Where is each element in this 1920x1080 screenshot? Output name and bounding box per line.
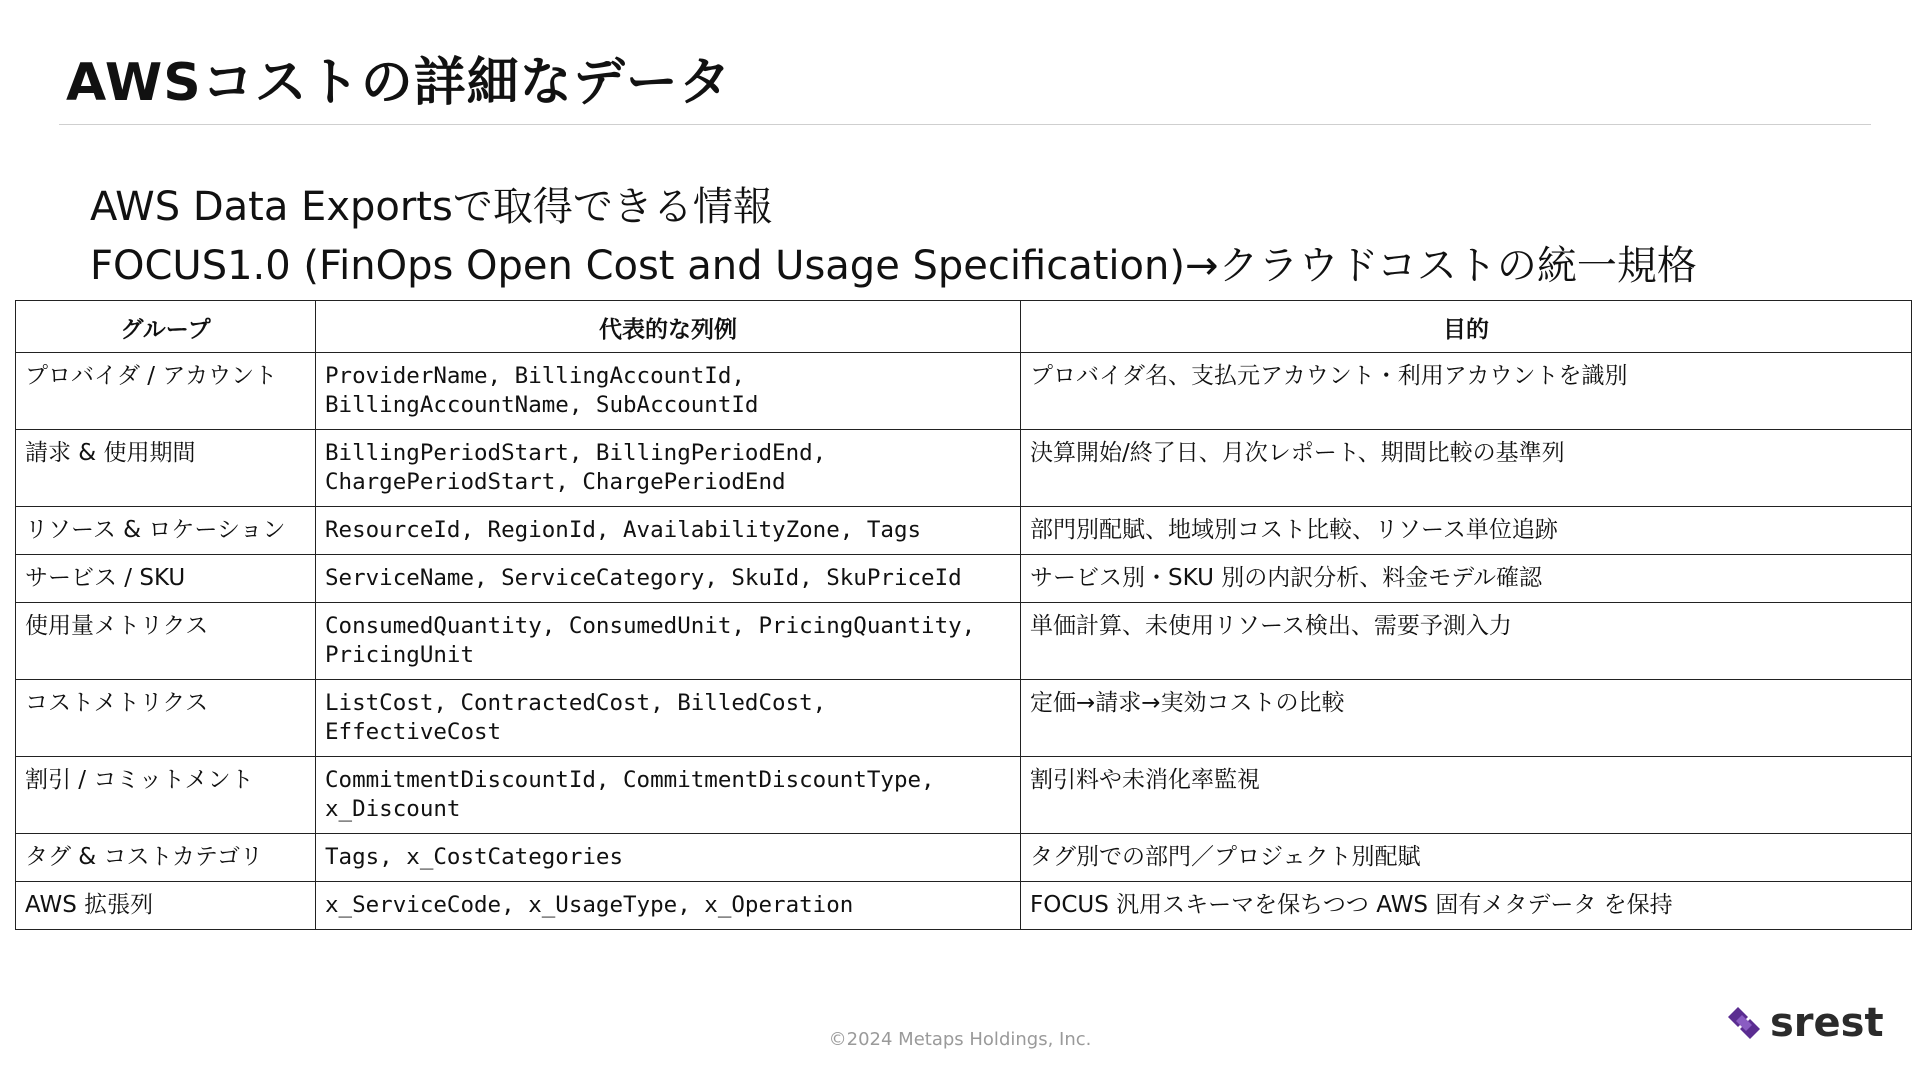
- cell-group: 使用量メトリクス: [16, 603, 316, 680]
- slide-title: AWSコストの詳細なデータ: [66, 53, 732, 113]
- cell-group: タグ & コストカテゴリ: [16, 834, 316, 882]
- cell-group: リソース & ロケーション: [16, 507, 316, 555]
- srest-logo-icon: [1722, 1001, 1766, 1045]
- focus-columns-table: [15, 300, 1912, 930]
- cell-columns: Tags, x_CostCategories: [316, 834, 1021, 882]
- cell-columns: ProviderName, BillingAccountId, BillingAccountName, SubAccountId: [316, 353, 1021, 430]
- footer-copyright: ©2024 Metaps Holdings, Inc.: [828, 1029, 1092, 1050]
- cell-purpose: FOCUS 汎用スキーマを保ちつつ AWS 固有メタデータ を保持: [1021, 882, 1912, 930]
- cell-group: コストメトリクス: [16, 680, 316, 757]
- cell-group: 割引 / コミットメント: [16, 757, 316, 834]
- cell-group: AWS 拡張列: [16, 882, 316, 930]
- header-columns: 代表的な列例: [316, 301, 1021, 353]
- cell-columns: x_ServiceCode, x_UsageType, x_Operation: [316, 882, 1021, 930]
- cell-purpose: 単価計算、未使用リソース検出、需要予測入力: [1021, 603, 1912, 680]
- brand-logo: [1722, 999, 1884, 1047]
- subtitle-line-1: AWS Data Exportsで取得できる情報: [90, 184, 773, 230]
- cell-purpose: サービス別・SKU 別の内訳分析、料金モデル確認: [1021, 555, 1912, 603]
- cell-purpose: 部門別配賦、地域別コスト比較、リソース単位追跡: [1021, 507, 1912, 555]
- table-row: [16, 757, 1912, 834]
- cell-purpose: 定価→請求→実効コストの比較: [1021, 680, 1912, 757]
- table-row: [16, 555, 1912, 603]
- subtitle-line-2: FOCUS1.0 (FinOps Open Cost and Usage Specification)→クラウドコストの統一規格: [90, 243, 1697, 289]
- cell-columns: ConsumedQuantity, ConsumedUnit, PricingQuantity, PricingUnit: [316, 603, 1021, 680]
- table-row: [16, 882, 1912, 930]
- cell-group: 請求 & 使用期間: [16, 430, 316, 507]
- table-row: [16, 603, 1912, 680]
- cell-purpose: プロバイダ名、支払元アカウント・利用アカウントを識別: [1021, 353, 1912, 430]
- cell-group: プロバイダ / アカウント: [16, 353, 316, 430]
- title-divider: [59, 124, 1871, 125]
- cell-purpose: 割引料や未消化率監視: [1021, 757, 1912, 834]
- cell-group: サービス / SKU: [16, 555, 316, 603]
- table-row: [16, 834, 1912, 882]
- header-purpose: 目的: [1021, 301, 1912, 353]
- table-row: [16, 353, 1912, 430]
- header-group: グループ: [16, 301, 316, 353]
- table-row: [16, 507, 1912, 555]
- brand-name: srest: [1770, 1000, 1884, 1046]
- cell-columns: BillingPeriodStart, BillingPeriodEnd, ChargePeriodStart, ChargePeriodEnd: [316, 430, 1021, 507]
- cell-purpose: タグ別での部門／プロジェクト別配賦: [1021, 834, 1912, 882]
- cell-columns: ServiceName, ServiceCategory, SkuId, SkuPriceId: [316, 555, 1021, 603]
- table-header-row: [16, 301, 1912, 353]
- cell-purpose: 決算開始/終了日、月次レポート、期間比較の基準列: [1021, 430, 1912, 507]
- table-row: [16, 680, 1912, 757]
- cell-columns: ListCost, ContractedCost, BilledCost, EffectiveCost: [316, 680, 1021, 757]
- table-row: [16, 430, 1912, 507]
- cell-columns: CommitmentDiscountId, CommitmentDiscountType, x_Discount: [316, 757, 1021, 834]
- cell-columns: ResourceId, RegionId, AvailabilityZone, Tags: [316, 507, 1021, 555]
